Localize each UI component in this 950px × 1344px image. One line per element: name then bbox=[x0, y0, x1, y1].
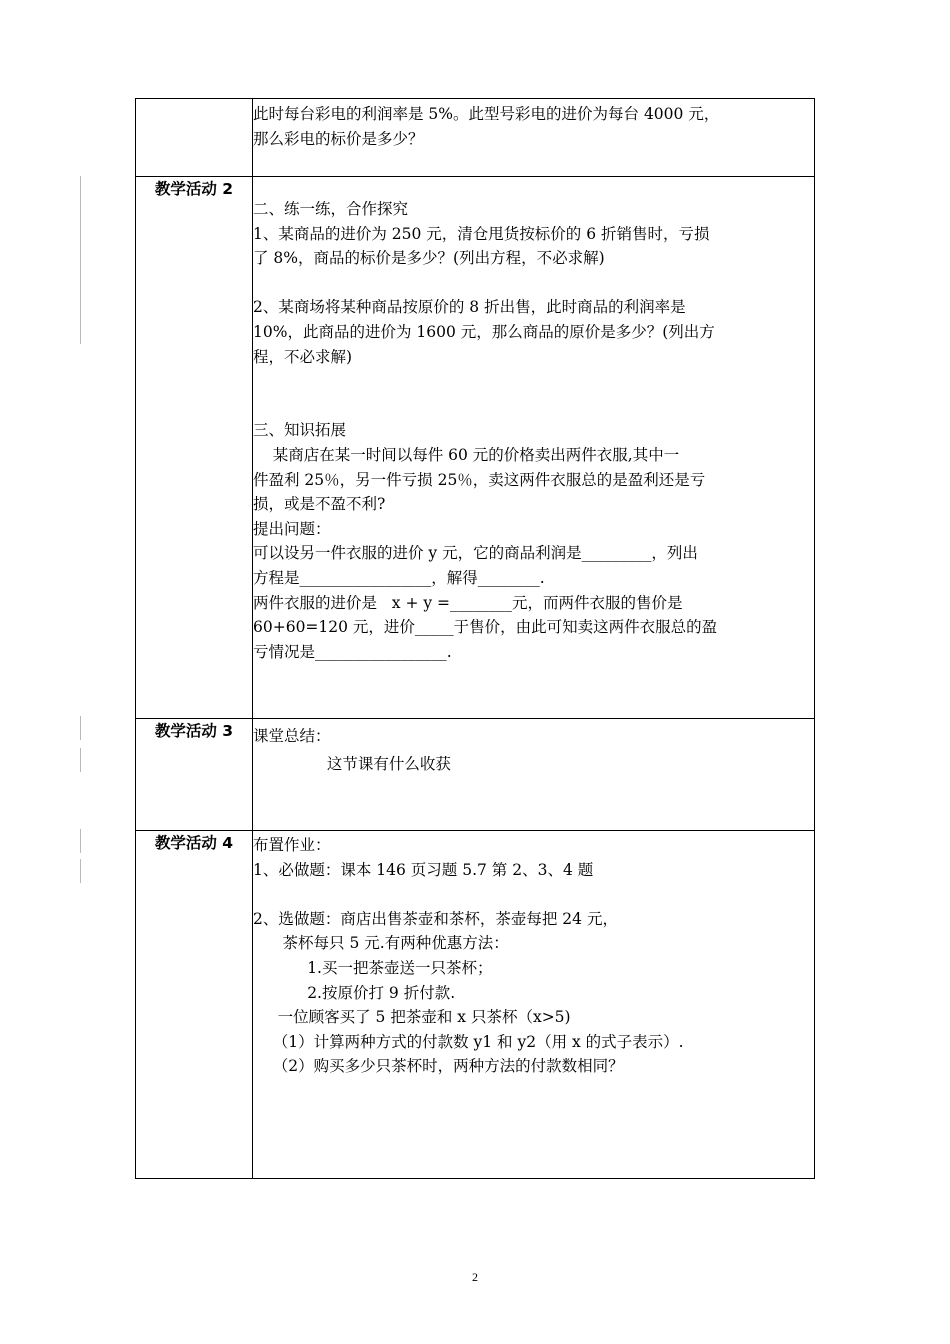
text-line: 1.买一把茶壶送一只茶杯； bbox=[253, 958, 493, 977]
text-line: 此时每台彩电的利润率是 5%。此型号彩电的进价为每台 4000 元， bbox=[253, 105, 720, 123]
row-label: 教学活动 2 bbox=[136, 177, 253, 719]
margin-mark bbox=[80, 829, 81, 853]
page-number: 2 bbox=[472, 1270, 478, 1284]
row-content bbox=[253, 719, 815, 831]
text-line: 三、知识拓展 bbox=[253, 421, 347, 440]
table-row bbox=[136, 99, 815, 177]
row-label: 教学活动 3 bbox=[136, 719, 253, 831]
text-line: 件盈利 25％，另一件亏损 25％，卖这两件衣服总的是盈利还是亏 bbox=[253, 470, 706, 489]
row-content bbox=[253, 831, 815, 1179]
table-row bbox=[136, 177, 815, 719]
text-line: 60+60=120 元，进价_____于售价，由此可知卖这两件衣服总的盈 bbox=[253, 618, 718, 637]
text-line: 1、必做题：课本 146 页习题 5.7 第 2、3、4 题 bbox=[253, 860, 594, 879]
text-line: （1）计算两种方式的付款数 y1 和 y2（用 x 的式子表示）. bbox=[253, 1032, 684, 1051]
margin-mark bbox=[80, 176, 81, 344]
lesson-plan-table bbox=[135, 98, 815, 1179]
row-label: 教学活动 4 bbox=[136, 831, 253, 1179]
margin-mark bbox=[80, 748, 81, 772]
text-line: 2.按原价打 9 折付款. bbox=[253, 983, 456, 1002]
text-line: 1、某商品的进价为 250 元，清仓甩货按标价的 6 折销售时，亏损 bbox=[253, 224, 710, 243]
spacer bbox=[253, 271, 814, 296]
text-line: 提出问题： bbox=[253, 519, 331, 538]
row-label bbox=[136, 99, 253, 177]
text-line: 程，不必求解) bbox=[253, 347, 353, 366]
text-line: 方程是_________________，解得________. bbox=[253, 568, 545, 587]
spacer bbox=[253, 882, 814, 907]
text-line: 这节课有什么收获 bbox=[253, 755, 451, 773]
row-content bbox=[253, 177, 815, 719]
text-line: 亏情况是_________________. bbox=[253, 642, 452, 661]
text-line: 布置作业： bbox=[253, 836, 331, 854]
text-line: 损，或是不盈不利? bbox=[253, 495, 386, 514]
text-line: 那么彩电的标价是多少？ bbox=[253, 129, 424, 148]
text-line: 课堂总结： bbox=[253, 727, 331, 745]
margin-mark bbox=[80, 859, 81, 883]
text-line: 某商店在某一时间以每件 60 元的价格卖出两件衣服,其中一 bbox=[253, 445, 680, 464]
text-line: 了 8%，商品的标价是多少？(列出方程，不必求解) bbox=[253, 249, 605, 268]
table-row bbox=[136, 719, 815, 831]
text-line: 10%，此商品的进价为 1600 元，那么商品的原价是多少？(列出方 bbox=[253, 322, 715, 341]
margin-mark bbox=[80, 716, 81, 740]
text-line: 一位顾客买了 5 把茶壶和 x 只茶杯（x>5) bbox=[253, 1008, 571, 1027]
text-line: 二、练一练，合作探究 bbox=[253, 200, 409, 218]
text-line: 2、某商场将某种商品按原价的 8 折出售，此时商品的利润率是 bbox=[253, 298, 686, 317]
text-line: 茶杯每只 5 元.有两种优惠方法： bbox=[253, 934, 509, 953]
text-line: 可以设另一件衣服的进价 y 元，它的商品利润是_________，列出 bbox=[253, 544, 698, 563]
text-line: 两件衣服的进价是 x + y =________元，而两件衣服的售价是 bbox=[253, 593, 683, 612]
row-content bbox=[253, 99, 815, 177]
text-line: （2）购买多少只茶杯时，两种方法的付款数相同？ bbox=[253, 1057, 624, 1076]
table-row bbox=[136, 831, 815, 1179]
spacer bbox=[253, 369, 814, 394]
text-line: 2、选做题：商店出售茶壶和茶杯，茶壶每把 24 元， bbox=[253, 909, 618, 928]
spacer bbox=[253, 394, 814, 419]
